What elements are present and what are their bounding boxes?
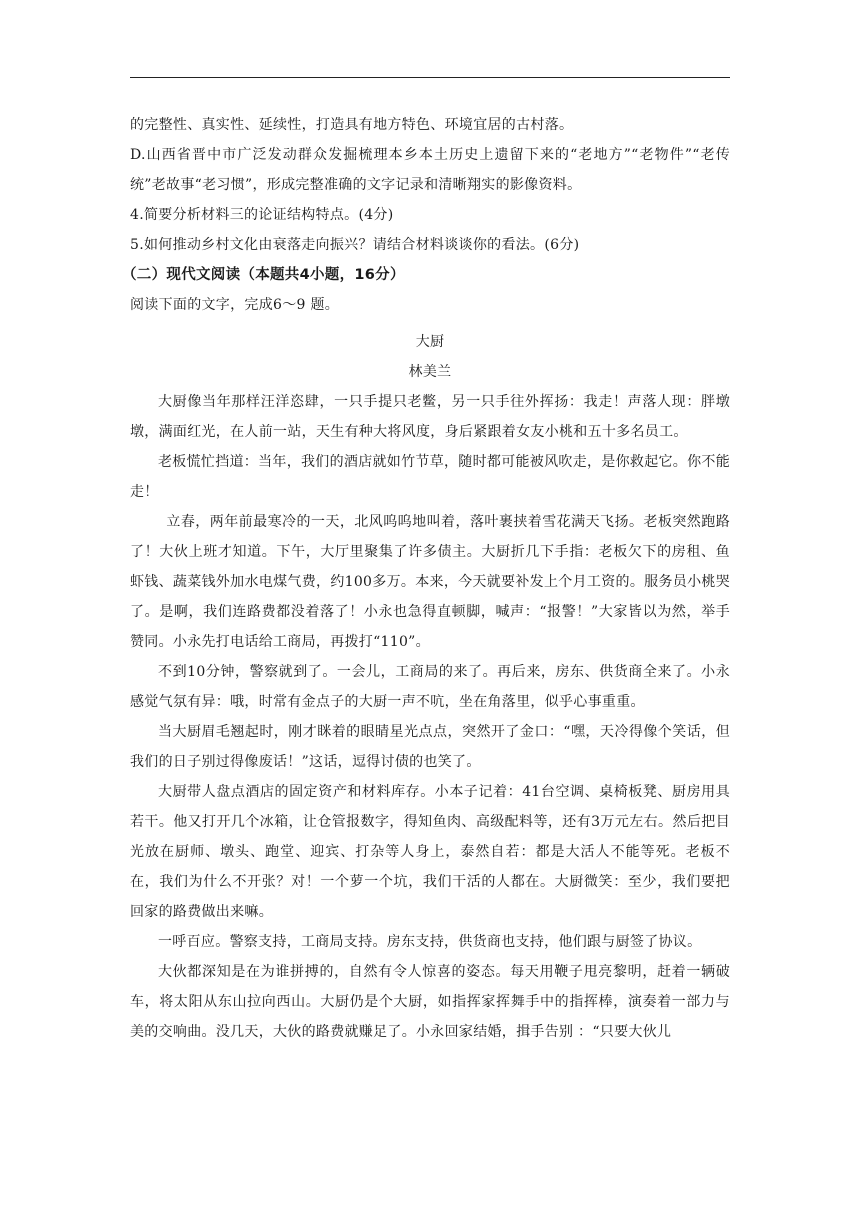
article-paragraph: 一呼百应。警察支持，工商局支持。房东支持，供货商也支持，他们跟与厨签了协议。: [158, 934, 702, 950]
article-paragraph: 大厨带人盘点酒店的固定资产和材料库存。小本子记着：41台空调、桌椅板凳、厨房用具若干。他又打开几个冰箱，让仓管报数字，得知鱼肉、高级配料等，还有3万元左右。然后把目光放在厨师、墩头、跑堂、迎宾、打杂等人身上，泰然自若：都是大活人不能等死。老板不在，我们为什么不开张？对！一个萝一个坑，我们干活的人都在。大厨微笑：至少，我们要把回家的路费做出来嘛。: [130, 784, 730, 920]
article-author: 林美兰: [408, 364, 452, 380]
option-d: D.山西省晋中市广泛发动群众发掘梳理本乡本土历史上遗留下来的“老地方”“老物件”“老传统”老故事“老习惯”，形成完整准确的文字记录和清晰翔实的影像资料。: [130, 147, 730, 193]
article-paragraph: 立春，两年前最寒冷的一天，北风呜呜地叫着，落叶裹挟着雪花满天飞扬。老板突然跑路了！大伙上班才知道。下午，大厅里聚集了许多债主。大厨折几下手指：老板欠下的房租、鱼虾钱、蔬菜钱外加水电煤气费，约100多万。本来，今天就要补发上个月工资的。服务员小桃哭了。是啊，我们连路费都没着落了！小永也急得直顿脚，喊声：“报警！”大家皆以为然，举手赞同。小永先打电话给工商局，再拨打“110”。: [130, 514, 730, 650]
header-rule: [130, 77, 730, 78]
article-paragraph: 不到10分钟，警察就到了。一会儿，工商局的来了。再后来，房东、供货商全来了。小永感觉气氛有异：哦，时常有金点子的大厨一声不吭，坐在角落里，似乎心事重重。: [130, 664, 730, 710]
section-title: （二）现代文阅读（本题共4小题，16分）: [122, 267, 405, 283]
article-title: 大厨: [415, 334, 445, 350]
document-body: [122, 110, 730, 1047]
article-paragraph: 老板慌忙挡道：当年，我们的酒店就如竹节草，随时都可能被风吹走，是你救起它。你不能走！: [130, 454, 730, 500]
article-paragraph: 大伙都深知是在为谁拼搏的，自然有令人惊喜的姿态。每天用鞭子甩亮黎明，赶着一辆破车，将太阳从东山拉向西山。大厨仍是个大厨，如指挥家挥舞手中的指挥棒，演奏着一部力与美的交响曲。没几天，大伙的路费就赚足了。小永回家结婚，揖手告别 ：“只要大伙儿: [130, 964, 730, 1040]
section-instruction: 阅读下面的文字，完成6～9 题。: [130, 297, 340, 313]
text-line: 的完整性、真实性、延续性，打造具有地方特色、环境宜居的古村落。: [130, 117, 574, 133]
question-5: 5.如何推动乡村文化由衰落走向振兴？请结合材料谈谈你的看法。(6分): [130, 237, 580, 253]
question-4: 4.简要分析材料三的论证结构特点。(4分): [130, 207, 394, 223]
article-paragraph: 当大厨眉毛翘起时，刚才眯着的眼睛星光点点，突然开了金口：“嘿，天冷得像个笑话，但我们的日子别过得像废话！”这话，逗得讨债的也笑了。: [130, 724, 730, 770]
article-paragraph: 大厨像当年那样汪洋恣肆，一只手提只老鳖，另一只手往外挥扬：我走！声落人现：胖墩墩，满面红光，在人前一站，天生有种大将风度，身后紧跟着女友小桃和五十多名员工。: [130, 394, 730, 440]
